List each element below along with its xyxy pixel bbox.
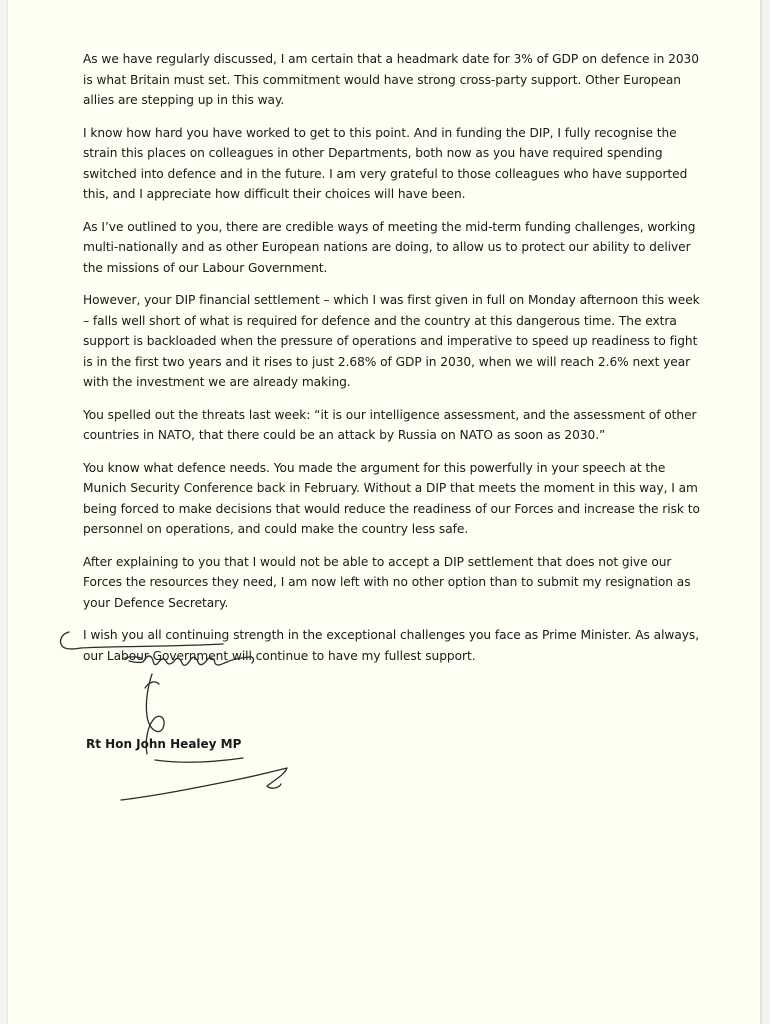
paragraph-4: However, your DIP financial settlement – which I was first given in full on Monday afternoon this week – falls well short of what is required for defence and the country at this dangerous time. The extra support is backloaded when the pressure of operations and imperative to speed up readiness to fight is in the first two years and it rises to just 2.68% of GDP in 2030, when we will reach 2.6% next year with the investment we are already making. [83,293,700,389]
paragraph-7: After explaining to you that I would not be able to accept a DIP settlement that does not give our Forces the resources they need, I am now left with no other option than to submit my resignation as your Defence Secretary. [83,554,691,610]
paragraph-2: I know how hard you have worked to get to this point. And in funding the DIP, I fully recognise the strain this places on colleagues in other Departments, both now as you have required spending switched into defence and in the future. I am very grateful to those colleagues who have supported this, and I appreciate how difficult their choices will have been. [83,125,688,201]
paragraph-8: I wish you all continuing strength in the exceptional challenges you face as Prime Minister. As always, our Labour Government will continue to have my fullest support. [83,628,700,663]
paragraph-6: You know what defence needs. You made the argument for this powerfully in your speech at the Munich Security Conference back in February. Without a DIP that meets the moment in this way, I am being forced to make decisions that would reduce the readiness of our Forces and increase the risk to personnel on operations, and could make the country less safe. [83,460,700,536]
letter-body [83,49,703,678]
handwritten-signature [55,628,305,808]
paragraph-1: As we have regularly discussed, I am certain that a headmark date for 3% of GDP on defence in 2030 is what Britain must set. This commitment would have strong cross-party support. Other European allies are stepping up in this way. [83,52,699,107]
paragraph-5: You spelled out the threats last week: “it is our intelligence assessment, and the assessment of other countries in NATO, that there could be an attack by Russia on NATO as soon as 2030.” [83,407,697,442]
signatory-name: Rt Hon John Healey MP [86,737,242,751]
paragraph-3: As I’ve outlined to you, there are credible ways of meeting the mid-term funding challenges, working multi-nationally and as other European nations are doing, to allow us to protect our ability to deliver the missions of our Labour Government. [83,219,696,275]
page-edge [760,0,762,1024]
